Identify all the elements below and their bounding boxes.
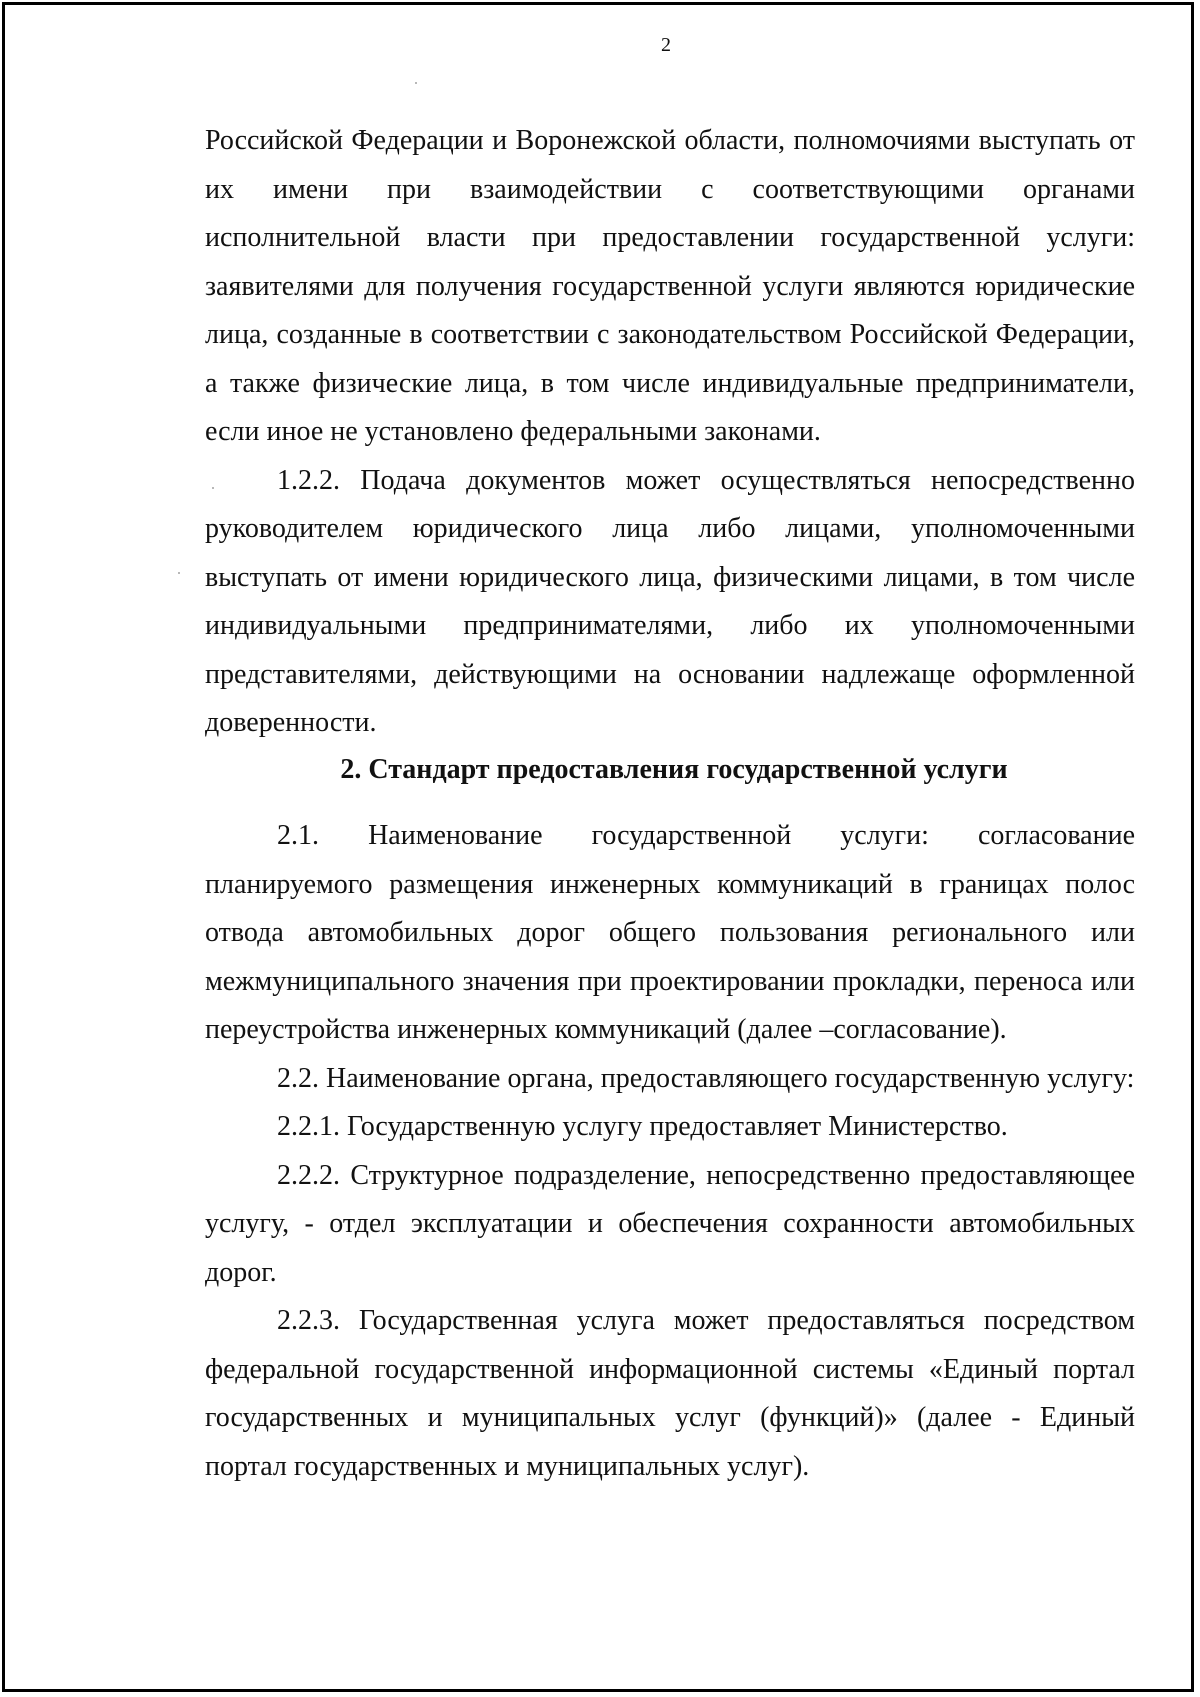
document-body <box>205 117 1135 1491</box>
paragraph-2-1: 2.1. Наименование государственной услуги: согласование планируемого размещения инженерных коммуникаций в границах полос отвода автомобильных дорог общего пользования регионального или межмуниципального значения при проектировании прокладки, переноса или переустройства инженерных коммуникаций (далее –согласование). <box>205 820 1135 1045</box>
section-heading: 2. Стандарт предоставления государственной услуги <box>340 753 1008 785</box>
scan-speck <box>178 572 180 574</box>
paragraph-1-2-2: 1.2.2. Подача документов может осуществляться непосредственно руководителем юридического лица либо лицами, уполномоченными выступать от имени юридического лица, физическими лицами, в том числе индивидуальными предпринимателями, либо их уполномоченными представителями, действующими на основании надлежаще оформленной доверенности. <box>205 464 1135 738</box>
paragraph-2-2-2: 2.2.2. Структурное подразделение, непосредственно предоставляющее услугу, - отдел эксплуатации и обеспечения сохранности автомобильных дорог. <box>205 1159 1135 1288</box>
scan-speck <box>212 487 214 489</box>
paragraph-2-2-3: 2.2.3. Государственная услуга может предоставляться посредством федеральной государственной информационной системы «Единый портал государственных и муниципальных услуг (функций)» (далее - Единый портал государственных и муниципальных услуг). <box>205 1305 1135 1482</box>
paragraph-2-2: 2.2. Наименование органа, предоставляющего государственную услугу: <box>277 1062 1135 1094</box>
page-number: 2 <box>661 34 671 56</box>
paragraph-continuation: Российской Федерации и Воронежской области, полномочиями выступать от их имени при взаимодействии с соответствующими органами исполнительной власти при предоставлении государственной услуги: заявителями для получения государственной услуги являются юридические лица, созданные в соответствии с законодательством Российской Федерации, а также физические лица, в том числе индивидуальные предприниматели, если иное не установлено федеральными законами. <box>205 125 1135 447</box>
scan-speck <box>415 82 417 84</box>
paragraph-2-2-1: 2.2.1. Государственную услугу предоставляет Министерство. <box>277 1111 1008 1142</box>
